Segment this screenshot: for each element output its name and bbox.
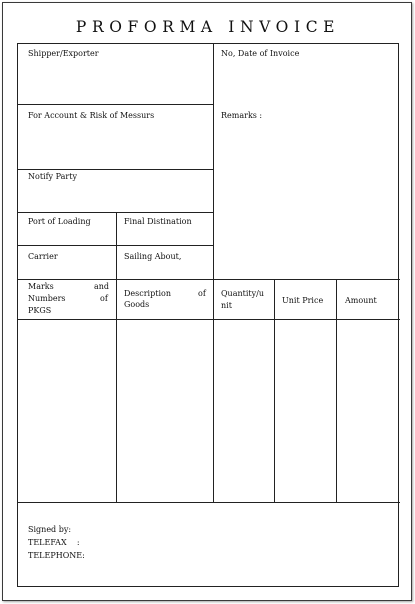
description-header-word: of <box>198 289 206 298</box>
quantity-header-word: nit <box>221 301 232 310</box>
telephone-label: TELEPHONE: <box>28 551 85 560</box>
invoice-no-date-label: No, Date of Invoice <box>221 49 300 58</box>
account-risk-label: For Account & Risk of Messurs <box>28 111 155 120</box>
divider <box>18 502 400 503</box>
page-title: PROFORMA INVOICE <box>75 18 341 36</box>
invoice-form <box>17 43 399 587</box>
divider <box>18 104 213 105</box>
divider <box>116 212 117 279</box>
marks-header-word: and <box>94 282 110 291</box>
signed-by-label: Signed by: <box>28 525 72 534</box>
marks-header-word: Numbers <box>28 294 66 303</box>
notify-party-label: Notify Party <box>28 172 77 181</box>
amount-header: Amount <box>345 296 377 305</box>
divider <box>336 279 337 502</box>
remarks-label: Remarks : <box>221 111 263 120</box>
invoice-page <box>2 2 412 601</box>
divider <box>116 279 117 502</box>
divider <box>213 44 214 502</box>
marks-header-word: Marks <box>28 282 54 291</box>
port-of-loading-label: Port of Loading <box>28 217 91 226</box>
unit-price-header: Unit Price <box>282 296 324 305</box>
sailing-about-label: Sailing About, <box>124 252 182 261</box>
divider <box>18 169 213 170</box>
carrier-label: Carrier <box>28 252 58 261</box>
marks-header-word: PKGS <box>28 306 52 315</box>
telefax-label: TELEFAX : <box>28 538 80 547</box>
divider <box>274 279 275 502</box>
divider <box>18 279 400 280</box>
description-header-word: Description <box>124 289 171 298</box>
marks-header-word: of <box>100 294 108 303</box>
shipper-exporter-label: Shipper/Exporter <box>28 49 99 58</box>
quantity-header-word: Quantity/u <box>221 289 264 298</box>
divider <box>18 319 400 320</box>
final-destination-label: Final Distination <box>124 217 192 226</box>
description-header-word: Goods <box>124 300 150 309</box>
